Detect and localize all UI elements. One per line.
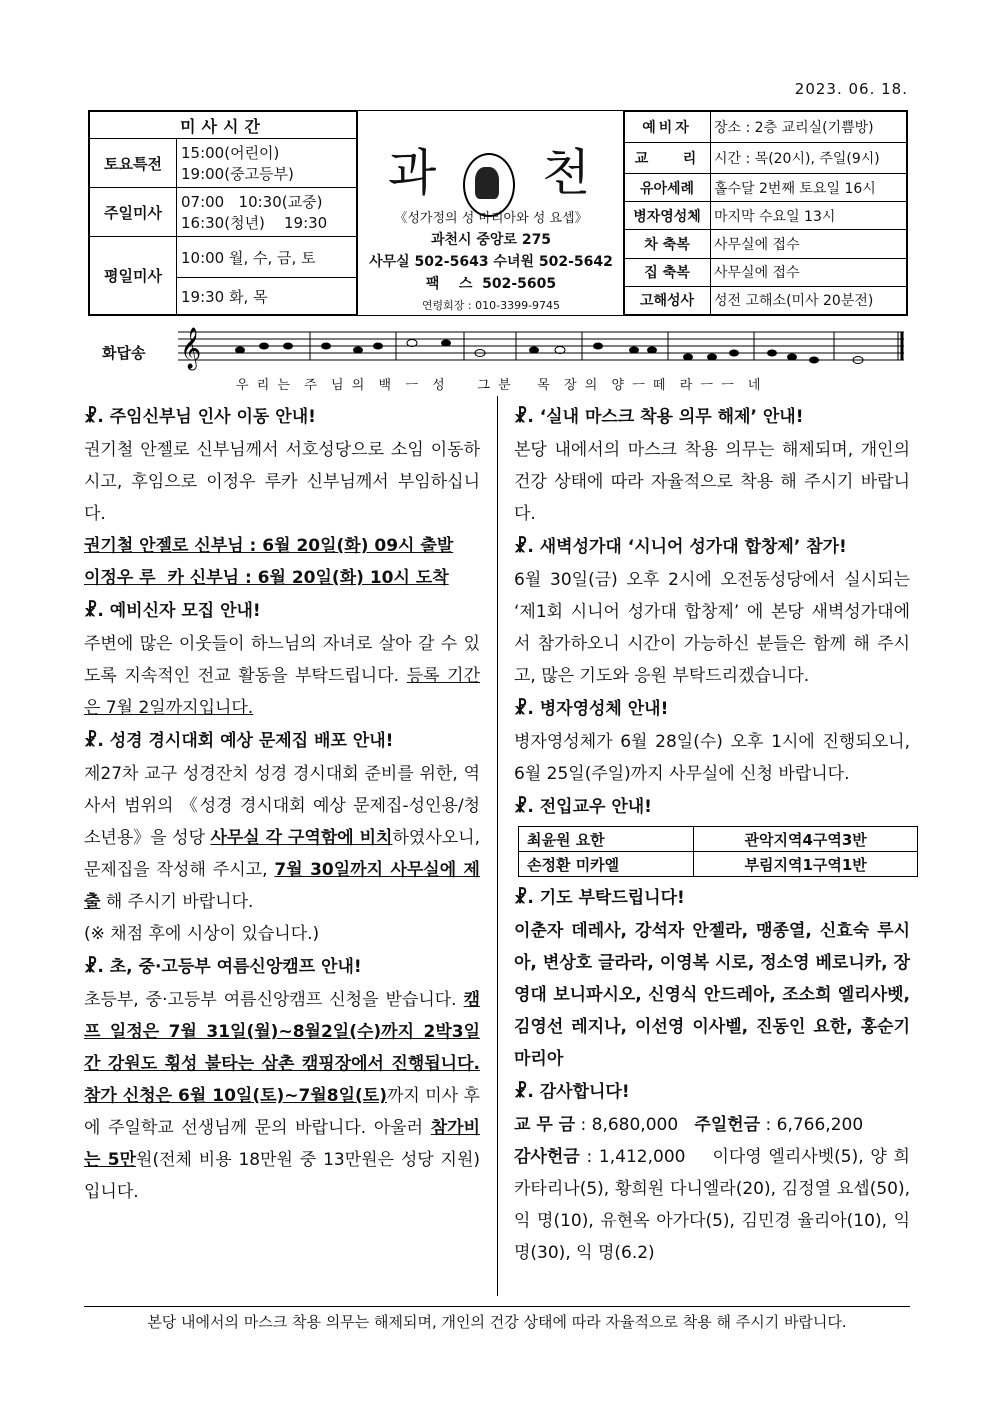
pax-icon: ☧ bbox=[84, 957, 98, 977]
info-value: 홀수달 2번째 토요일 16시 bbox=[711, 174, 907, 202]
parish-fax: 팩 스 502-5605 bbox=[425, 276, 557, 292]
section-title: ☧. 전입교우 안내! bbox=[514, 797, 652, 817]
pax-icon: ☧ bbox=[514, 797, 528, 817]
offering-summary: 교 무 금 : 8,680,000 주일헌금 : 6,766,200 bbox=[514, 1115, 864, 1135]
section-title: ☧. 초, 중·고등부 여름신앙캠프 안내! bbox=[84, 957, 362, 977]
pax-icon: ☧ bbox=[84, 601, 98, 621]
section-title: ☧. 새벽성가대 ‘시니어 성가대 합창제’ 참가! bbox=[514, 537, 847, 557]
pax-icon: ☧ bbox=[514, 888, 528, 908]
weekday-time-1: 10:00 월, 수, 금, 토 bbox=[177, 237, 357, 278]
section-body: 초등부, 중·고등부 여름신앙캠프 신청을 받습니다. 캠프 일정은 7월 31일(월)~8월2일(수)까지 2박3일간 강원도 횡성 불타는 삼촌 캠핑장에서 진행됩니다. 참가 신청은 6월 10일(토)~7월8일(토)까지 미사 후에 주일학교 선생님께 문의 바랍니다. 아울러 참가비는 5만원(전체 비용 18만원 중 13만원은 성당 지원)입니다. bbox=[84, 990, 481, 1202]
info-value: 사무실에 접수 bbox=[711, 258, 907, 286]
saturday-label: 토요특전 bbox=[90, 139, 177, 188]
parish-name-left: 과 bbox=[388, 144, 437, 202]
info-label: 집 축복 bbox=[624, 258, 711, 286]
section-body: 본당 내에서의 마스크 착용 의무는 해제되며, 개인의 건강 상태에 따라 자율적으로 착용 해 주시기 바랍니다. bbox=[514, 440, 910, 524]
transfer-name: 최윤원 요한 bbox=[519, 827, 694, 852]
bulletin-date: 2023. 06. 18. bbox=[794, 80, 908, 98]
parish-president: 연령회장 : 010-3399-9745 bbox=[421, 299, 561, 312]
mass-times-title: 미사시간 bbox=[90, 112, 357, 139]
priest-arrival: 이정우 루 카 신부님 : 6월 20일(화) 10시 도착 bbox=[84, 568, 449, 588]
thanks-offering: 감사헌금 : 1,412,000 이다영 엘리사벳(5), 양 희 카타리나(5), 황희원 다니엘라(20), 김정열 요셉(50), 익 명(10), 유현옥 아가다(5), 김민경 율리아(10), 익 명(30), 익 명(6.2) bbox=[514, 1147, 910, 1263]
info-value: 성전 고해소(미사 20분전) bbox=[711, 286, 907, 314]
section-title: ☧. 예비신자 모집 안내! bbox=[84, 601, 261, 621]
responsorial-label: 화답송 bbox=[102, 344, 146, 362]
section-title: ☧. 감사합니다! bbox=[514, 1082, 630, 1102]
info-value: 마지막 수요일 13시 bbox=[711, 202, 907, 230]
section-body: 제27차 교구 성경잔치 성경 경시대회 준비를 위한, 역사서 범위의 《성경 경시대회 예상 문제집-성인용/청소년용》을 성당 사무실 각 구역함에 비치하였사오니, 문제집을 작성해 주시고, 7월 30일까지 사무실에 제출 해 주시기 바랍니다. bbox=[84, 764, 480, 912]
info-label: 예비자 bbox=[624, 112, 711, 143]
info-table bbox=[623, 111, 907, 315]
section-title: ☧. 주임신부님 인사 이동 안내! bbox=[84, 407, 316, 427]
info-value: 장소 : 2층 교리실(기쁨방) bbox=[711, 112, 907, 143]
transfer-name: 손정환 미카엘 bbox=[519, 852, 694, 877]
sunday-times: 07:00 10:30(교중) 16:30(청년) 19:30 bbox=[177, 188, 357, 237]
parish-name-right: 천 bbox=[542, 144, 591, 202]
section-body: 권기철 안젤로 신부님께서 서호성당으로 소임 이동하시고, 후임으로 이정우 루카 신부님께서 부임하십니다. bbox=[84, 440, 480, 524]
priest-departure: 권기철 안젤로 신부님 : 6월 20일(화) 09시 출발 bbox=[84, 536, 454, 556]
info-label: 고해성사 bbox=[624, 286, 711, 314]
section-title: ☧. 성경 경시대회 예상 문제집 배포 안내! bbox=[84, 731, 394, 751]
section-body: 6월 30일(금) 오후 2시에 오전동성당에서 실시되는 ‘제1회 시니어 성가대 합창제’ 에 본당 새벽성가대에서 참가하오니 시간이 가능하신 분들은 함께 해 주시고, 많은 기도와 응원 부탁드리겠습니다. bbox=[514, 570, 910, 686]
responsorial-lyrics: 우 리 는 주 님 의 백 ㅡ 성 그 분 목 장 의 양 ㅡ 떼 라 ㅡ ㅡ 네 bbox=[236, 378, 763, 393]
pax-icon: ☧ bbox=[514, 537, 528, 557]
section-title: ☧. ‘실내 마스크 착용 의무 해제’ 안내! bbox=[514, 407, 804, 427]
section-title: ☧. 병자영성체 안내! bbox=[514, 699, 669, 719]
info-label: 유아세례 bbox=[624, 174, 711, 202]
music-staff bbox=[178, 322, 906, 372]
weekday-label: 평일미사 bbox=[90, 237, 177, 315]
weekday-time-2: 19:30 화, 목 bbox=[177, 278, 357, 315]
info-label: 차 축복 bbox=[624, 230, 711, 258]
column-divider bbox=[497, 396, 498, 1296]
left-column bbox=[84, 400, 480, 1208]
section-body: 주변에 많은 이웃들이 하느님의 자녀로 살아 갈 수 있도록 지속적인 전교 활동을 부탁드립니다. 등록 기간은 7월 2일까지입니다. bbox=[84, 634, 480, 718]
info-label: 병자영성체 bbox=[624, 202, 711, 230]
footer-notice: 본당 내에서의 마스크 착용 의무는 해제되며, 개인의 건강 상태에 따라 자율적으로 착용 해 주시기 바랍니다. bbox=[84, 1306, 910, 1332]
svg-text:𝄞: 𝄞 bbox=[180, 328, 202, 369]
parish-phone: 사무실 502-5643 수녀원 502-5642 bbox=[369, 254, 613, 270]
pax-icon: ☧ bbox=[84, 731, 98, 751]
header-box bbox=[88, 110, 908, 316]
transfer-table bbox=[518, 826, 918, 877]
table-row bbox=[519, 827, 918, 852]
section-note: (※ 채점 후에 시상이 있습니다.) bbox=[84, 924, 320, 944]
responsorial-psalm bbox=[88, 322, 906, 392]
right-column bbox=[514, 400, 910, 1269]
info-value: 사무실에 접수 bbox=[711, 230, 907, 258]
mass-times-table bbox=[89, 111, 357, 315]
table-row bbox=[519, 852, 918, 877]
transfer-area: 부림지역1구역1반 bbox=[694, 852, 918, 877]
saturday-times: 15:00(어린이) 19:00(중고등부) bbox=[177, 139, 357, 188]
parish-patron: 《성가정의 성 마리아와 성 요셉》 bbox=[394, 211, 588, 226]
info-value: 시간 : 목(20시), 주일(9시) bbox=[711, 143, 907, 174]
pax-icon: ☧ bbox=[514, 1082, 528, 1102]
pax-icon: ☧ bbox=[84, 407, 98, 427]
section-title: ☧. 기도 부탁드립니다! bbox=[514, 888, 685, 908]
section-body: 병자영성체가 6월 28일(수) 오후 1시에 진행되오니, 6월 25일(주일)까지 사무실에 신청 바랍니다. bbox=[514, 732, 910, 784]
pax-icon: ☧ bbox=[514, 407, 528, 427]
transfer-area: 관악지역4구역3반 bbox=[694, 827, 918, 852]
pax-icon: ☧ bbox=[514, 699, 528, 719]
info-label: 교 리 bbox=[624, 143, 711, 174]
prayer-list: 이춘자 데레사, 강석자 안젤라, 맹종열, 신효숙 루시아, 변상호 글라라, 이영복 시로, 정소영 베로니카, 장영대 보니파시오, 신영식 안드레아, 조소희 엘리사벳, 김영선 레지나, 이선영 이사벨, 진동인 요한, 홍순기 마리아 bbox=[514, 921, 910, 1069]
sunday-label: 주일미사 bbox=[90, 188, 177, 237]
parish-address: 과천시 중앙로 275 bbox=[430, 232, 552, 248]
parish-header bbox=[357, 111, 625, 315]
